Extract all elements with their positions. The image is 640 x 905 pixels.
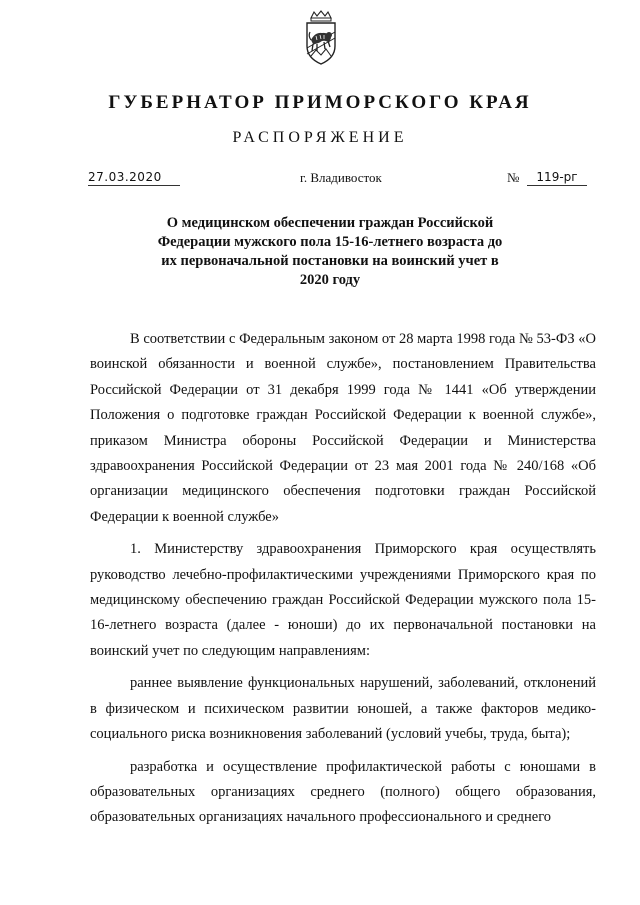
document-city: г. Владивосток — [300, 170, 382, 185]
document-subject: О медицинском обеспечении граждан Российской Федерации мужского пола 15-16-летнего возраста до их первоначальной постановки на воинский учет в 2020 году — [157, 215, 503, 288]
paragraph-preamble: В соответствии с Федеральным законом от 28 марта 1998 года № 53-ФЗ «О воинской обязанности и военной службе», постановлением Правительства Российской Федерации от 31 декабря 1999 года № 1441 «Об утверждении Положения о подготовке граждан Российской Федерации к военной службе», приказом Министра обороны Российской Федерации и Министерства здравоохранения Российской Федерации от 23 мая 2001 года № 240/168 «Об организации медицинского обеспечения подготовки граждан Российской Федерации к военной службе» — [90, 331, 596, 525]
document-number: 119-рг — [527, 170, 587, 186]
document-date: 27.03.2020 — [88, 170, 180, 186]
document-body — [90, 327, 596, 831]
paragraph-direction-1: раннее выявление функциональных нарушений, заболеваний, отклонений в физическом и психическом развитии юношей, а также факторов медико-социального риска возникновения заболеваний (условий учебы, труда, быта); — [90, 675, 596, 743]
document-type: РАСПОРЯЖЕНИЕ — [232, 129, 408, 146]
paragraph-direction-2: разработка и осуществление профилактической работы с юношами в образовательных организациях среднего (полного) общего образования, образовательных организациях начального профессионального и среднего — [90, 758, 596, 826]
document-number-label: № — [507, 170, 520, 185]
paragraph-item-1: 1. Министерству здравоохранения Приморского края осуществлять руководство лечебно-профилактическими учреждениями Приморского края по медицинскому обеспечению граждан Российской Федерации мужского пола 15-16-летнего возраста (далее - юноши) до их первоначальной постановки на воинский учет по следующим направлениям: — [90, 541, 596, 659]
organization-title: ГУБЕРНАТОР ПРИМОРСКОГО КРАЯ — [108, 92, 532, 113]
document-meta — [0, 170, 640, 190]
coat-of-arms-icon — [302, 10, 340, 66]
